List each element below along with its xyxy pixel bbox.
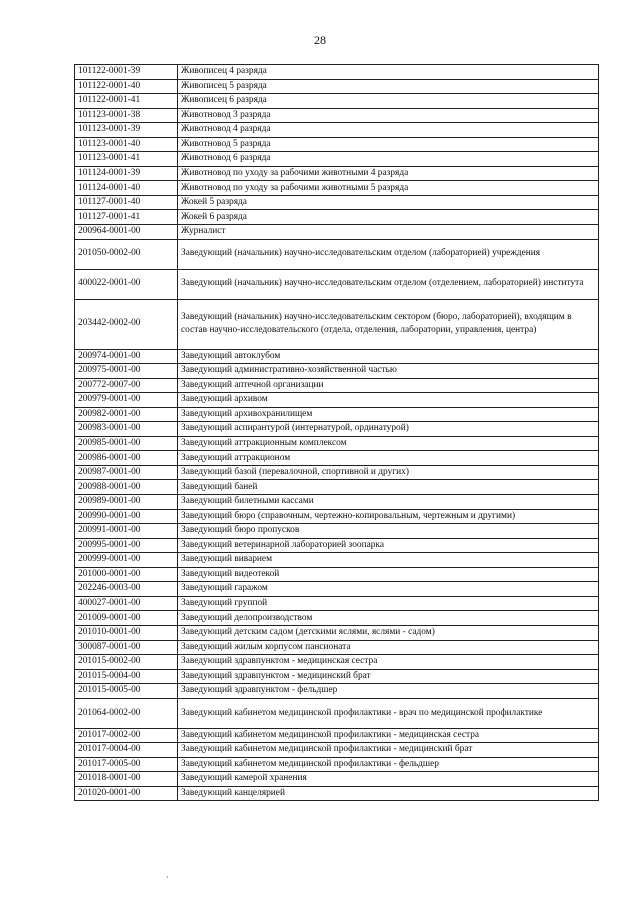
page-number: 28: [314, 33, 326, 47]
table-row: [75, 378, 599, 393]
occupation-code-cell: 101123-0001-39: [75, 123, 178, 138]
occupation-code-cell: 200983-0001-00: [75, 422, 178, 437]
occupation-codes-table: [74, 64, 599, 801]
table-row: [75, 166, 599, 181]
occupation-code-cell: 101122-0001-39: [75, 65, 178, 80]
occupation-code-cell: 201017-0005-00: [75, 757, 178, 772]
table-row: [75, 465, 599, 480]
occupation-title-cell: Заведующий административно-хозяйственной частью: [178, 364, 599, 379]
table-row: [75, 625, 599, 640]
occupation-title-cell: Заведующий базой (перевалочной, спортивной и других): [178, 465, 599, 480]
table-row: [75, 239, 599, 269]
table-row: [75, 509, 599, 524]
occupation-title-cell: Заведующий аттракционным комплексом: [178, 436, 599, 451]
table-row: [75, 65, 599, 80]
occupation-title-cell: Заведующий кабинетом медицинской профилактики - медицинский брат: [178, 743, 599, 758]
table-row: [75, 524, 599, 539]
occupation-code-cell: 101122-0001-41: [75, 94, 178, 109]
table-row: [75, 495, 599, 510]
occupation-code-cell: 101127-0001-41: [75, 210, 178, 225]
occupation-code-cell: 101123-0001-40: [75, 137, 178, 152]
table-row: [75, 553, 599, 568]
occupation-title-cell: Заведующий здравпунктом - медицинский брат: [178, 669, 599, 684]
occupation-code-cell: 200999-0001-00: [75, 553, 178, 568]
occupation-code-cell: 200974-0001-00: [75, 349, 178, 364]
table-row: [75, 451, 599, 466]
table-row: [75, 698, 599, 728]
occupation-title-cell: Животновод 5 разряда: [178, 137, 599, 152]
table-row: [75, 684, 599, 699]
occupation-title-cell: Животновод по уходу за рабочими животными 5 разряда: [178, 181, 599, 196]
occupation-title-cell: Животновод 6 разряда: [178, 152, 599, 167]
occupation-title-cell: Жокей 6 разряда: [178, 210, 599, 225]
occupation-title-cell: Заведующий канцелярией: [178, 786, 599, 801]
table-row: [75, 786, 599, 801]
table-row: [75, 582, 599, 597]
occupation-title-cell: Заведующий кабинетом медицинской профилактики - медицинская сестра: [178, 728, 599, 743]
occupation-title-cell: Заведующий видеотекой: [178, 567, 599, 582]
occupation-title-cell: Заведующий кабинетом медицинской профилактики - фельдшер: [178, 757, 599, 772]
table-row: [75, 567, 599, 582]
occupation-title-cell: Заведующий бюро (справочным, чертежно-копировальным, чертежным и другими): [178, 509, 599, 524]
occupation-code-cell: 200985-0001-00: [75, 436, 178, 451]
occupation-code-cell: 200995-0001-00: [75, 538, 178, 553]
occupation-code-cell: 201064-0002-00: [75, 698, 178, 728]
occupation-code-cell: 201009-0001-00: [75, 611, 178, 626]
occupation-code-cell: 101122-0001-40: [75, 79, 178, 94]
occupation-code-cell: 200975-0001-00: [75, 364, 178, 379]
occupation-title-cell: Заведующий виварием: [178, 553, 599, 568]
occupation-title-cell: Заведующий автоклубом: [178, 349, 599, 364]
occupation-title-cell: Живописец 4 разряда: [178, 65, 599, 80]
occupation-code-cell: 200991-0001-00: [75, 524, 178, 539]
table-row: [75, 364, 599, 379]
scan-speck: ·: [166, 873, 169, 882]
occupation-title-cell: Животновод по уходу за рабочими животными 4 разряда: [178, 166, 599, 181]
table-row: [75, 640, 599, 655]
occupation-code-cell: 400022-0001-00: [75, 269, 178, 299]
occupation-code-cell: 201018-0001-00: [75, 772, 178, 787]
occupation-code-cell: 201015-0004-00: [75, 669, 178, 684]
occupation-title-cell: Заведующий гаражом: [178, 582, 599, 597]
table-row: [75, 269, 599, 299]
occupation-code-cell: 200986-0001-00: [75, 451, 178, 466]
occupation-title-cell: Заведующий билетными кассами: [178, 495, 599, 510]
table-row: [75, 210, 599, 225]
table-body: [75, 65, 599, 801]
occupation-title-cell: Заведующий архивом: [178, 393, 599, 408]
occupation-code-cell: 200988-0001-00: [75, 480, 178, 495]
table-row: [75, 480, 599, 495]
occupation-code-cell: 101124-0001-39: [75, 166, 178, 181]
occupation-code-cell: 201017-0004-00: [75, 743, 178, 758]
occupation-title-cell: Заведующий баней: [178, 480, 599, 495]
occupation-code-cell: 101124-0001-40: [75, 181, 178, 196]
occupation-title-cell: Заведующий жилым корпусом пансионата: [178, 640, 599, 655]
occupation-code-cell: 200964-0001-00: [75, 225, 178, 240]
table-row: [75, 225, 599, 240]
table-row: [75, 79, 599, 94]
occupation-code-cell: 101123-0001-38: [75, 108, 178, 123]
table-row: [75, 596, 599, 611]
occupation-title-cell: Заведующий здравпунктом - фельдшер: [178, 684, 599, 699]
occupation-title-cell: Заведующий аспирантурой (интернатурой, ординатурой): [178, 422, 599, 437]
occupation-title-cell: Заведующий бюро пропусков: [178, 524, 599, 539]
table-row: [75, 728, 599, 743]
table-row: [75, 108, 599, 123]
table-row: [75, 669, 599, 684]
table-row: [75, 757, 599, 772]
occupation-code-cell: 200990-0001-00: [75, 509, 178, 524]
occupation-title-cell: Живописец 6 разряда: [178, 94, 599, 109]
table-row: [75, 655, 599, 670]
table-row: [75, 436, 599, 451]
occupation-title-cell: Заведующий аттракционом: [178, 451, 599, 466]
occupation-title-cell: Заведующий делопроизводством: [178, 611, 599, 626]
occupation-title-cell: Заведующий кабинетом медицинской профилактики - врач по медицинской профилактике: [178, 698, 599, 728]
table-row: [75, 611, 599, 626]
occupation-title-cell: Заведующий аптечной организации: [178, 378, 599, 393]
occupation-title-cell: Заведующий (начальник) научно-исследовательским отделом (лабораторией) учреждения: [178, 239, 599, 269]
occupation-title-cell: Заведующий здравпунктом - медицинская сестра: [178, 655, 599, 670]
occupation-title-cell: Заведующий (начальник) научно-исследовательским сектором (бюро, лабораторией), входящим в состав научно-исследовательского (отдела, отделения, лаборатории, управления, центра): [178, 299, 599, 349]
occupation-code-cell: 203442-0002-00: [75, 299, 178, 349]
table-row: [75, 123, 599, 138]
table-row: [75, 393, 599, 408]
occupation-code-cell: 101127-0001-40: [75, 195, 178, 210]
table-row: [75, 94, 599, 109]
occupation-code-cell: 101123-0001-41: [75, 152, 178, 167]
table-row: [75, 195, 599, 210]
occupation-code-cell: 200987-0001-00: [75, 465, 178, 480]
occupation-title-cell: Заведующий детским садом (детскими яслями, яслями - садом): [178, 625, 599, 640]
occupation-code-cell: 201015-0005-00: [75, 684, 178, 699]
occupation-title-cell: Живописец 5 разряда: [178, 79, 599, 94]
table-row: [75, 152, 599, 167]
occupation-code-cell: 201050-0002-00: [75, 239, 178, 269]
occupation-title-cell: Животновод 3 разряда: [178, 108, 599, 123]
table-row: [75, 743, 599, 758]
occupation-code-cell: 200982-0001-00: [75, 407, 178, 422]
occupation-title-cell: Заведующий ветеринарной лабораторией зоопарка: [178, 538, 599, 553]
occupation-code-cell: 300087-0001-00: [75, 640, 178, 655]
occupation-code-cell: 201017-0002-00: [75, 728, 178, 743]
occupation-code-cell: 202246-0003-00: [75, 582, 178, 597]
occupation-title-cell: Животновод 4 разряда: [178, 123, 599, 138]
occupation-title-cell: Заведующий камерой хранения: [178, 772, 599, 787]
table-row: [75, 422, 599, 437]
occupation-code-cell: 400027-0001-00: [75, 596, 178, 611]
table-row: [75, 407, 599, 422]
occupation-title-cell: Заведующий группой: [178, 596, 599, 611]
occupation-title-cell: Заведующий (начальник) научно-исследовательским отделом (отделением, лабораторией) института: [178, 269, 599, 299]
occupation-code-cell: 200989-0001-00: [75, 495, 178, 510]
occupation-code-cell: 201015-0002-00: [75, 655, 178, 670]
occupation-code-cell: 200979-0001-00: [75, 393, 178, 408]
table-row: [75, 299, 599, 349]
table-row: [75, 349, 599, 364]
table-row: [75, 181, 599, 196]
occupation-code-cell: 201020-0001-00: [75, 786, 178, 801]
table-row: [75, 772, 599, 787]
occupation-code-cell: 200772-0007-00: [75, 378, 178, 393]
occupation-title-cell: Жокей 5 разряда: [178, 195, 599, 210]
table-row: [75, 137, 599, 152]
table-row: [75, 538, 599, 553]
occupation-code-cell: 201000-0001-00: [75, 567, 178, 582]
occupation-code-cell: 201010-0001-00: [75, 625, 178, 640]
occupation-title-cell: Журналист: [178, 225, 599, 240]
occupation-title-cell: Заведующий архивохранилищем: [178, 407, 599, 422]
